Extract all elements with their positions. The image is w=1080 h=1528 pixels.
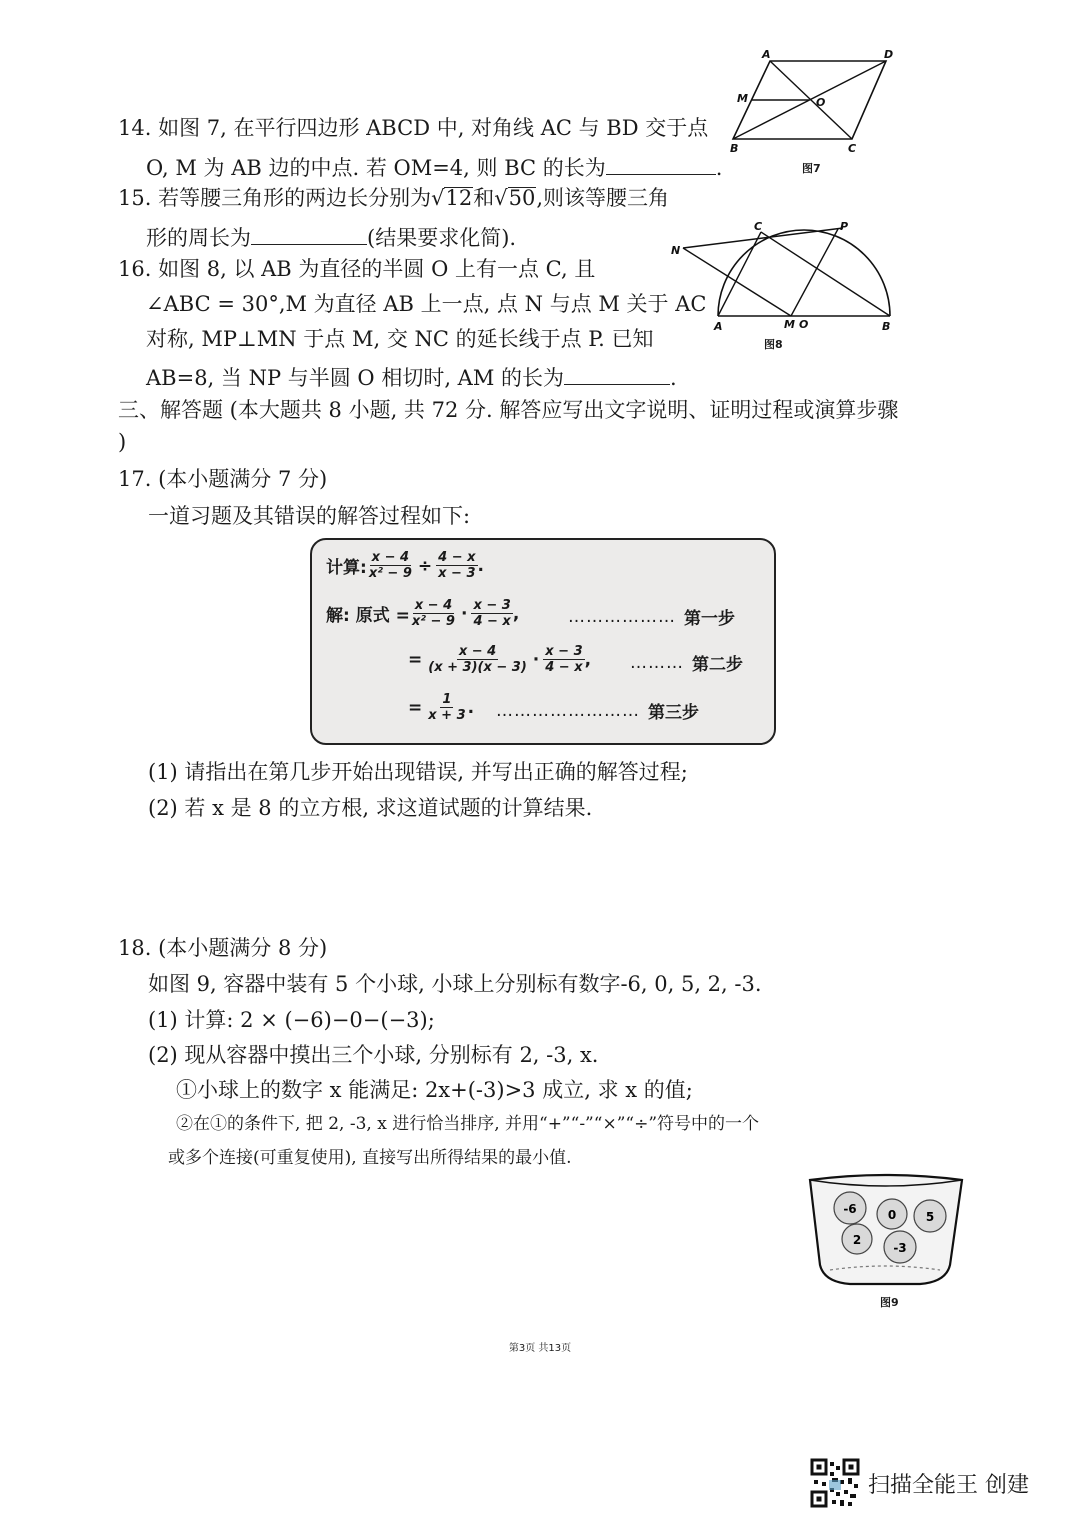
figure-9-caption: 图9 [880,1296,899,1309]
q15-line1: 15. 若等腰三角形的两边长分别为√12和√50,则该等腰三角 [118,186,670,210]
q15-line2-a: 形的周长为 [146,226,251,251]
q17-s2-frac1: $\frac{x - 4}{(x + 3)(x - 3)}$ [428,644,527,675]
q17-s1-dot: · [460,603,468,624]
q17-sol-label: 解: 原式 = [326,606,410,626]
q14-line1: 14. 如图 7, 在平行四边形 ABCD 中, 对角线 AC 与 BD 交于点 [118,116,709,140]
q17-s1-end: , [512,603,520,624]
q17-step3-label: 第三步 [648,703,699,723]
q18-header: 18. (本小题满分 8 分) [118,936,328,960]
fig7-label-O: O [816,96,826,109]
q17-step1-label: 第一步 [684,609,735,629]
ball-2-label: 0 [887,1208,897,1222]
section-3-heading-close: ) [118,430,127,454]
section-3-heading: 三、解答题 (本大题共 8 小题, 共 72 分. 解答应写出文字说明、证明过程或演算步骤 [118,398,899,422]
q17-box-step1-line [326,598,519,629]
q17-step2-label-wrap [630,650,743,675]
q17-s3-eq: = [408,697,423,718]
q17-s3-dots: …………………… [496,700,640,721]
figure-9-container [800,1170,970,1295]
q17-div-sign: ÷ [417,555,433,576]
q17-box-calc-line [326,550,484,581]
q18-part2: (2) 现从容器中摸出三个小球, 分别标有 2, -3, x. [148,1043,599,1067]
q17-s2-eq: = [408,649,423,670]
q17-box-step3-line [408,692,474,723]
q15-line2-b: (结果要求化简). [367,226,517,251]
q17-s1-frac1: $\frac{x - 4}{\text{x² − 9}}$ [411,598,455,629]
q18-intro: 如图 9, 容器中装有 5 个小球, 小球上分别标有数字-6, 0, 5, 2, -3. [148,972,762,996]
q18-sub2-line1: ②在①的条件下, 把 2, -3, x 进行恰当排序, 并用“+”“-”“×”“÷”符号中的一个 [176,1114,760,1134]
q17-s3-frac: $\frac{1}{x + 3}$ [428,692,466,723]
q15-line1-c: ,则该等腰三角 [536,186,670,210]
q14-line2-text: O, M 为 AB 边的中点. 若 OM=4, 则 BC 的长为 [146,156,606,181]
watermark-text: 扫描全能王 创建 [868,1473,1029,1498]
q17-step2-label: 第二步 [692,655,743,675]
q18-part1: (1) 计算: 2 × (−6)−0−(−3); [148,1008,435,1032]
q14-period: . [715,156,723,181]
fig8-label-M: M [784,318,795,331]
q15-line1-b: 和 [473,186,495,210]
fig7-label-B: B [730,142,739,154]
q16-line2: ∠ABC = 30°,M 为直径 AB 上一点, 点 N 与点 M 关于 AC [146,292,707,316]
ball-1-label: -6 [843,1202,857,1216]
q16-line3: 对称, MP⊥MN 于点 M, 交 NC 的延长线于点 P. 已知 [146,327,654,351]
q15-line1-a: 15. 若等腰三角形的两边长分别为 [118,186,432,210]
q17-s3-end: . [467,697,475,718]
q16-line4-text: AB=8, 当 NP 与半圆 O 相切时, AM 的长为 [146,366,565,391]
q17-calc-end: . [477,555,484,576]
fig7-label-M: M [737,92,748,105]
q17-part2: (2) 若 x 是 8 的立方根, 求这道试题的计算结果. [148,796,593,820]
figure-8-caption: 图8 [764,338,783,351]
fig7-label-A: A [762,48,771,61]
q17-s1-frac2: $\frac{x - 3}{4 - x}$ [473,598,511,629]
q17-step1-label-wrap [568,604,735,629]
q17-s1-dots: ……………… [568,606,676,627]
q14-answer-blank[interactable] [606,152,716,175]
page-footer: 第3页 共13页 [508,1343,572,1354]
q17-intro: 一道习题及其错误的解答过程如下: [148,504,471,528]
fig8-label-P: P [840,220,849,233]
q17-step3-label-wrap [496,698,699,723]
fig8-label-O: O [799,318,809,331]
q17-calc-label: 计算: [326,558,367,578]
q17-part1: (1) 请指出在第几步开始出现错误, 并写出正确的解答过程; [148,760,688,784]
q14-line2 [146,152,722,181]
fig7-label-C: C [848,142,857,154]
q17-s2-dot: · [532,649,540,670]
q15-sqrt-50: 50 [508,186,536,210]
q17-s2-frac2: $\frac{x - 3}{4 - x}$ [545,644,583,675]
q17-solution-box [310,538,776,745]
ball-4-label: 2 [852,1233,862,1247]
qr-code-icon [810,1458,860,1508]
q17-box-step2-line [408,644,591,675]
ball-3-label: 5 [925,1210,935,1224]
q17-s2-end: , [584,649,592,670]
q15-sqrt-12: 12 [445,186,473,210]
figure-7-parallelogram [718,44,898,154]
q16-line4 [146,362,677,391]
fig8-label-B: B [882,320,891,333]
fig7-label-D: D [884,48,894,61]
fig8-label-A: A [714,320,723,333]
q17-s2-dots: ……… [630,652,684,673]
figure-8-semicircle [668,218,898,333]
q16-answer-blank[interactable] [564,362,670,385]
q17-calc-frac2: $\frac{4 - x}{x - 3}$ [438,550,476,581]
q15-line2 [146,222,516,251]
q16-period: . [670,366,677,391]
fig8-label-N: N [671,244,681,257]
figure-7-caption: 图7 [802,162,821,175]
q17-header: 17. (本小题满分 7 分) [118,467,328,491]
fig8-label-C: C [754,220,763,233]
q16-line1: 16. 如图 8, 以 AB 为直径的半圆 O 上有一点 C, 且 [118,257,596,281]
q18-sub2-line2: 或多个连接(可重复使用), 直接写出所得结果的最小值. [168,1148,572,1168]
q17-calc-frac1: $\frac{x - 4}{\text{x² − 9}}$ [368,550,412,581]
ball-5-label: -3 [893,1241,907,1255]
q15-answer-blank[interactable] [251,222,367,245]
q18-sub1: ①小球上的数字 x 能满足: 2x+(-3)>3 成立, 求 x 的值; [176,1078,693,1102]
